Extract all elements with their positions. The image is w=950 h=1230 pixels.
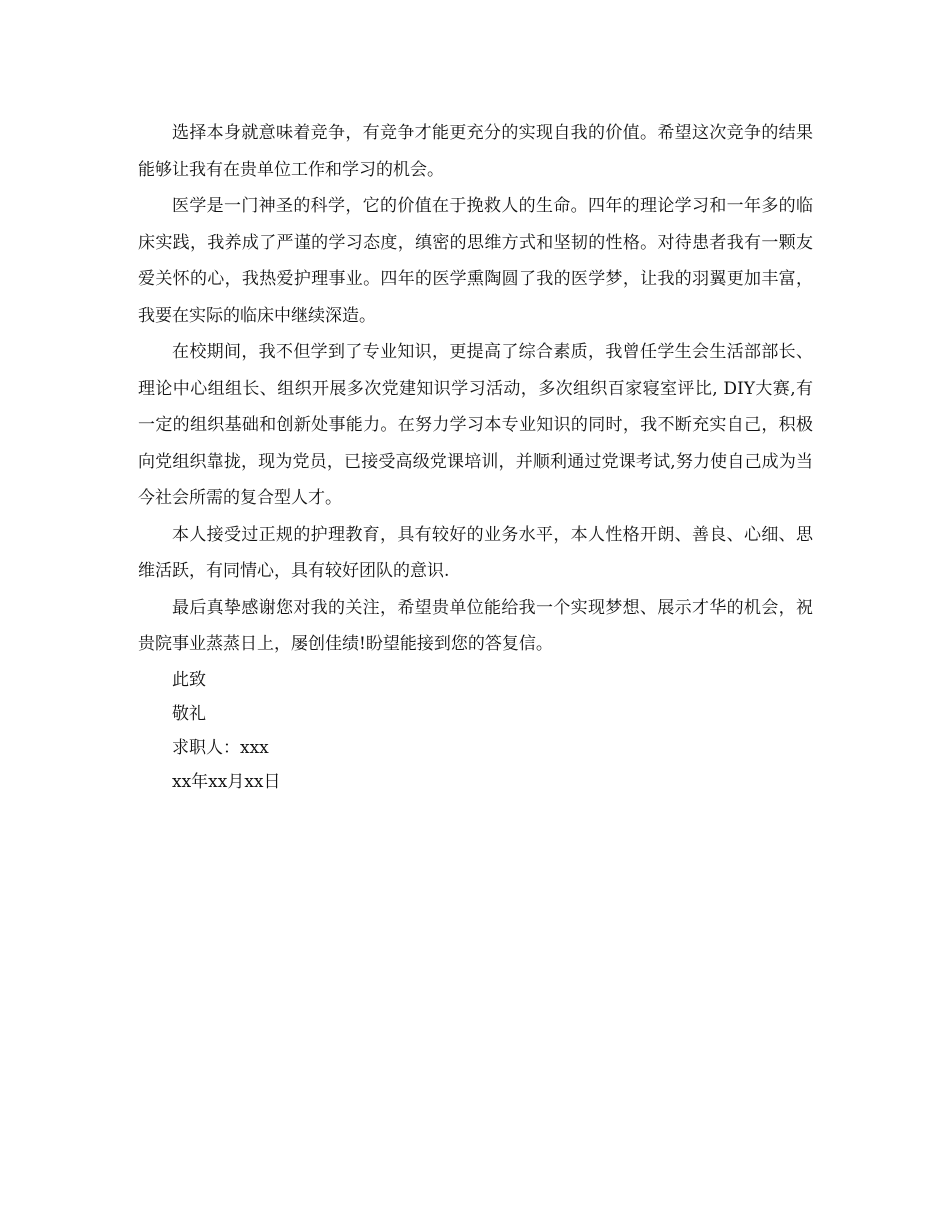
paragraph-1: 选择本身就意味着竞争，有竞争才能更充分的实现自我的价值。希望这次竞争的结果能够让我有在贵单位工作和学习的机会。: [138, 123, 813, 180]
closing-salutation: 此致: [172, 669, 206, 690]
letter-body: [138, 115, 813, 799]
paragraph-5: 最后真挚感谢您对我的关注，希望贵单位能给我一个实现梦想、展示才华的机会，祝贵院事业蒸蒸日上，屡创佳绩!盼望能接到您的答复信。: [138, 597, 813, 654]
date-line: xx年xx月xx日: [172, 771, 281, 792]
closing-regards: 敬礼: [172, 703, 206, 724]
paragraph-2: 医学是一门神圣的科学，它的价值在于挽救人的生命。四年的理论学习和一年多的临床实践，我养成了严谨的学习态度，缜密的思维方式和坚韧的性格。对待患者我有一颗友爱关怀的心，我热爱护理事业。四年的医学熏陶圆了我的医学梦，让我的羽翼更加丰富，我要在实际的临床中继续深造。: [138, 196, 813, 326]
paragraph-4: 本人接受过正规的护理教育，具有较好的业务水平，本人性格开朗、善良、心细、思维活跃，有同情心，具有较好团队的意识.: [138, 524, 813, 581]
paragraph-3: 在校期间，我不但学到了专业知识，更提高了综合素质，我曾任学生会生活部部长、理论中心组组长、组织开展多次党建知识学习活动，多次组织百家寝室评比, DIY大赛,有一定的组织基础和创新处事能力。在努力学习本专业知识的同时，我不断充实自己，积极向党组织靠拢，现为党员，已接受高级党课培训，并顺利通过党课考试,努力使自己成为当今社会所需的复合型人才。: [138, 342, 813, 508]
signature-line: 求职人：xxx: [172, 737, 269, 758]
